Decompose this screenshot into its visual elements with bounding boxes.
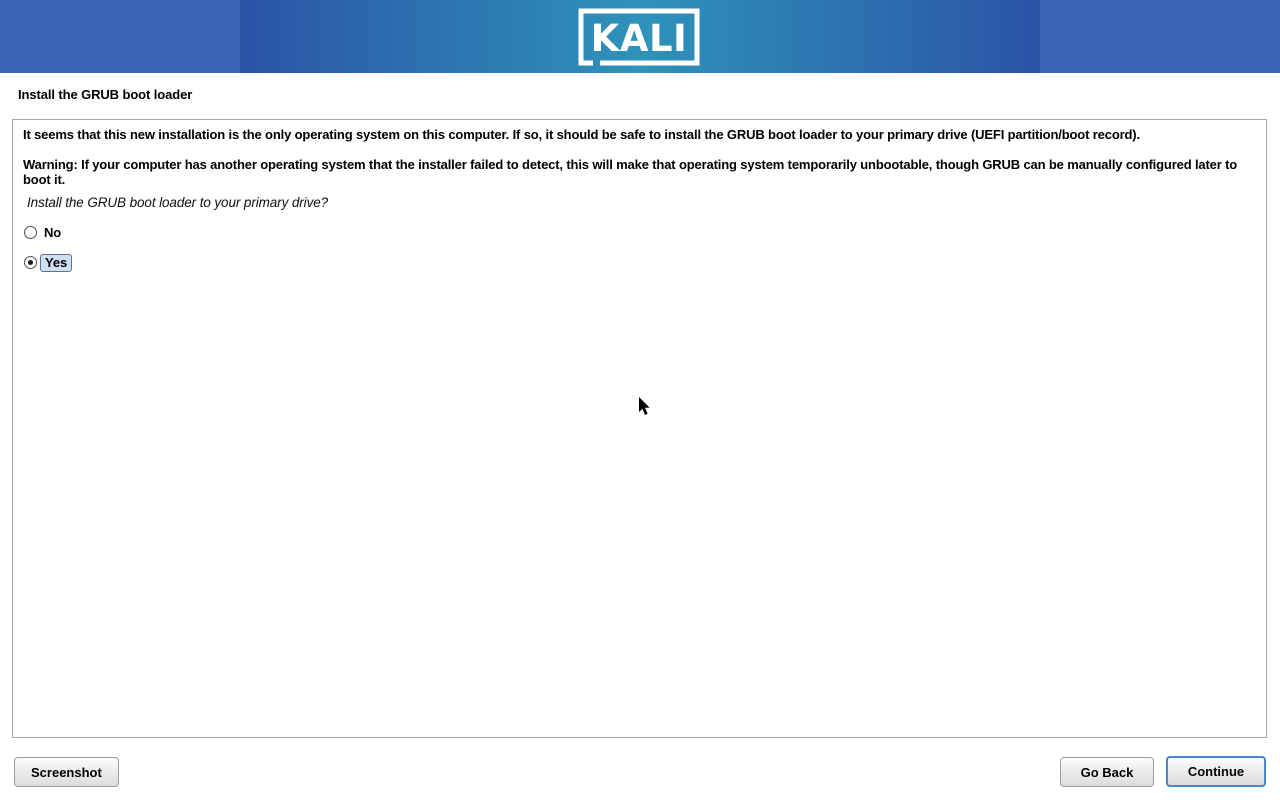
screenshot-button[interactable]: Screenshot — [14, 757, 119, 787]
radio-button-yes[interactable] — [24, 256, 37, 269]
content-frame — [12, 119, 1267, 738]
radio-label-yes[interactable]: Yes — [40, 254, 72, 272]
go-back-button[interactable]: Go Back — [1060, 757, 1154, 787]
radio-button-no[interactable] — [24, 226, 37, 239]
warning-paragraph: Warning: If your computer has another operating system that the installer failed to detect, this will make that operating system temporarily unbootable, though GRUB can be manually configured later to boot it. — [23, 157, 1238, 187]
radio-option-no[interactable] — [24, 224, 1256, 241]
kali-logo-text: KALI — [590, 17, 688, 60]
kali-logo — [578, 7, 700, 67]
radio-label-no[interactable]: No — [44, 225, 62, 240]
kali-banner — [0, 0, 1280, 73]
radio-option-yes[interactable] — [24, 254, 1256, 271]
page-title: Install the GRUB boot loader — [18, 87, 193, 102]
continue-button[interactable]: Continue — [1166, 756, 1266, 787]
info-paragraph: It seems that this new installation is the only operating system on this computer. If so, it should be safe to install the GRUB boot loader to your primary drive (UEFI partition/boot record). — [23, 127, 1140, 142]
question-text: Install the GRUB boot loader to your primary drive? — [27, 195, 329, 210]
